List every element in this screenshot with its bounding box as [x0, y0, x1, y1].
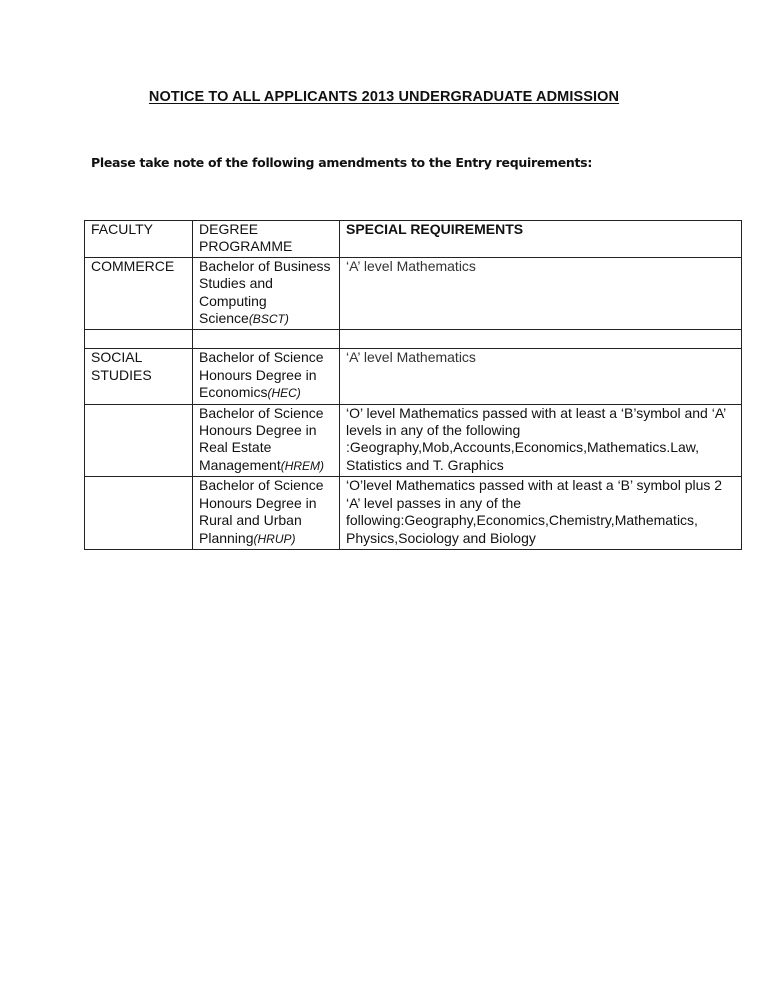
header-requirements: SPECIAL REQUIREMENTS	[340, 221, 742, 258]
degree-abbreviation: (HREM)	[280, 458, 325, 473]
degree-cell	[193, 349, 340, 404]
table-row	[85, 257, 742, 330]
requirements-cell: ‘O’level Mathematics passed with at least a ‘B’ symbol plus 2 ‘A’ level passes in any of the following:Geography,Economics,Chemistry,Mathematics, Physics,Sociology and Biology	[340, 477, 742, 550]
degree-name: Bachelor of Business Studies and Computing Science	[199, 257, 331, 327]
degree-abbreviation: (HEC)	[267, 386, 301, 401]
degree-cell	[193, 404, 340, 477]
table-row	[85, 349, 742, 404]
degree-cell	[193, 477, 340, 550]
faculty-cell: SOCIAL STUDIES	[85, 349, 193, 404]
requirements-cell: ‘A’ level Mathematics	[340, 257, 742, 330]
requirements-cell: ‘A’ level Mathematics	[340, 349, 742, 404]
degree-name: Bachelor of Science Honours Degree in Real Estate Management	[199, 404, 324, 473]
faculty-cell	[85, 477, 193, 550]
requirements-cell: ‘O’ level Mathematics passed with at least a ‘B’symbol and ‘A’ levels in any of the following :Geography,Mob,Accounts,Economics,Mathematics.Law, Statistics and T. Graphics	[340, 404, 742, 477]
degree-name: Bachelor of Science Honours Degree in Rural and Urban Planning	[199, 477, 324, 546]
empty-cell	[85, 330, 193, 349]
empty-cell	[193, 330, 340, 349]
degree-name: Bachelor of Science Honours Degree in Economics	[199, 349, 324, 401]
empty-table-row	[85, 330, 742, 349]
requirements-table	[84, 220, 742, 550]
table-header-row	[85, 221, 742, 258]
header-degree: DEGREE PROGRAMME	[193, 221, 340, 258]
degree-abbreviation: (HRUP)	[253, 531, 296, 546]
empty-cell	[340, 330, 742, 349]
table-row	[85, 477, 742, 550]
intro-text: Please take note of the following amendments to the Entry requirements:	[91, 155, 593, 170]
faculty-cell	[85, 404, 193, 477]
degree-cell	[193, 257, 340, 330]
degree-abbreviation: (BSCT)	[248, 312, 289, 327]
header-faculty: FACULTY	[85, 221, 193, 258]
notice-title	[0, 89, 768, 105]
table-row	[85, 404, 742, 477]
notice-title-text: NOTICE TO ALL APPLICANTS 2013 UNDERGRADUATE ADMISSION	[148, 89, 620, 105]
faculty-cell: COMMERCE	[85, 257, 193, 330]
